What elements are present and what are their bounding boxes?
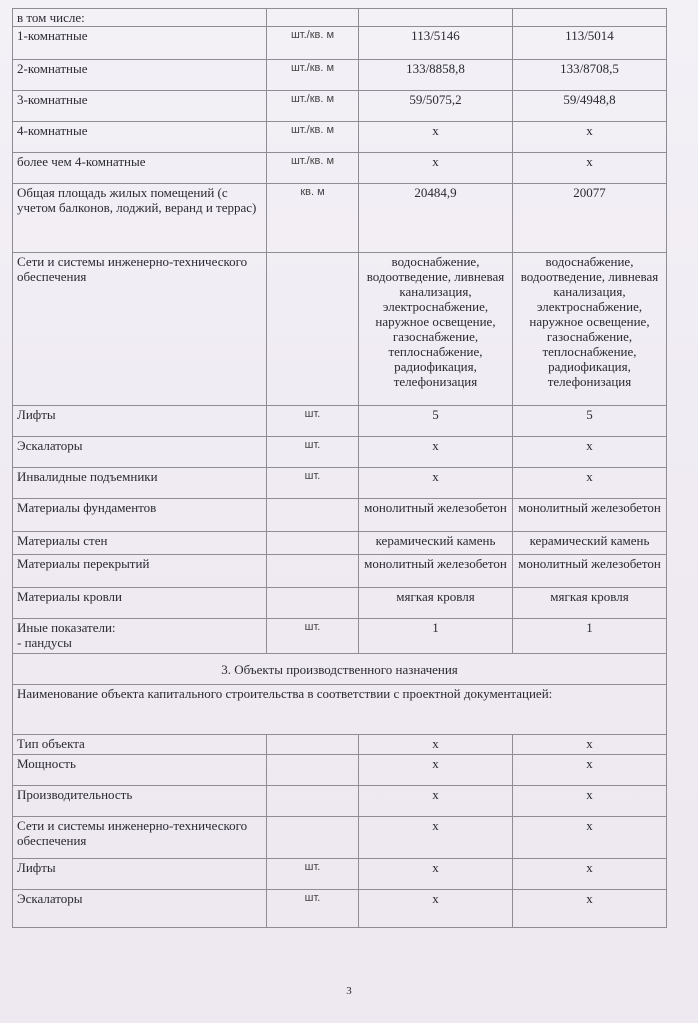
row-value-1: х: [359, 817, 513, 859]
row-unit: [267, 555, 359, 588]
row-value-1: 5: [359, 406, 513, 437]
row-value-2: мягкая кровля: [513, 588, 667, 619]
row-value-1: х: [359, 468, 513, 499]
table-body-top: [13, 9, 667, 654]
row-value-2: 113/5014: [513, 27, 667, 60]
row-value-2: х: [513, 890, 667, 928]
table-row: [13, 468, 667, 499]
row-unit: шт.: [267, 406, 359, 437]
row-value-2: х: [513, 437, 667, 468]
row-value-1: 113/5146: [359, 27, 513, 60]
row-name: 1-комнатные: [13, 27, 267, 60]
row-unit: [267, 755, 359, 786]
row-name: Лифты: [13, 406, 267, 437]
row-value-2: 133/8708,5: [513, 60, 667, 91]
table-row: [13, 786, 667, 817]
row-unit: [267, 817, 359, 859]
row-name: Материалы перекрытий: [13, 555, 267, 588]
row-value-2: х: [513, 786, 667, 817]
row-unit: кв. м: [267, 184, 359, 253]
row-value-2: х: [513, 859, 667, 890]
row-name: более чем 4-комнатные: [13, 153, 267, 184]
row-name: Тип объекта: [13, 735, 267, 755]
row-value-2: х: [513, 468, 667, 499]
row-value-1: [359, 9, 513, 27]
row-value-2: 20077: [513, 184, 667, 253]
table-row: [13, 253, 667, 406]
row-value-1: х: [359, 735, 513, 755]
table-row: [13, 184, 667, 253]
row-unit: шт./кв. м: [267, 60, 359, 91]
row-value-2: монолитный железобетон: [513, 499, 667, 532]
row-name: Сети и системы инженерно-технического обеспечения: [13, 817, 267, 859]
row-unit: шт.: [267, 468, 359, 499]
row-unit: [267, 499, 359, 532]
row-unit: [267, 532, 359, 555]
row-value-2: х: [513, 153, 667, 184]
row-name: Производительность: [13, 786, 267, 817]
row-name: Общая площадь жилых помещений (с учетом балконов, лоджий, веранд и террас): [13, 184, 267, 253]
table-row: [13, 890, 667, 928]
table-row: [13, 859, 667, 890]
row-unit: шт.: [267, 890, 359, 928]
row-unit: шт.: [267, 437, 359, 468]
row-name: Инвалидные подъемники: [13, 468, 267, 499]
row-value-1: 133/8858,8: [359, 60, 513, 91]
row-unit: шт.: [267, 619, 359, 654]
row-name: Иные показатели: - пандусы: [13, 619, 267, 654]
row-value-1: х: [359, 890, 513, 928]
row-unit: [267, 735, 359, 755]
row-name: Материалы фундаментов: [13, 499, 267, 532]
row-name: 3-комнатные: [13, 91, 267, 122]
row-unit: [267, 9, 359, 27]
table-row: [13, 735, 667, 755]
row-value-1: водоснабжение, водоотведение, ливневая канализация, электроснабжение, наружное освещение, газоснабжение, теплоснабжение, радиофикация, телефонизация: [359, 253, 513, 406]
characteristics-table: [12, 8, 667, 928]
row-unit: [267, 588, 359, 619]
row-value-2: керамический камень: [513, 532, 667, 555]
row-name: в том числе:: [13, 9, 267, 27]
row-name: Материалы кровли: [13, 588, 267, 619]
row-value-1: 20484,9: [359, 184, 513, 253]
table-row: [13, 755, 667, 786]
row-value-2: водоснабжение, водоотведение, ливневая канализация, электроснабжение, наружное освещение, газоснабжение, теплоснабжение, радиофикация, телефонизация: [513, 253, 667, 406]
row-name: Лифты: [13, 859, 267, 890]
row-value-2: монолитный железобетон: [513, 555, 667, 588]
table-row: [13, 122, 667, 153]
row-value-2: х: [513, 122, 667, 153]
table-row: [13, 499, 667, 532]
row-unit: шт.: [267, 859, 359, 890]
table-row: [13, 817, 667, 859]
row-value-2: 5: [513, 406, 667, 437]
row-name: Эскалаторы: [13, 437, 267, 468]
table-row: [13, 619, 667, 654]
table-row: [13, 406, 667, 437]
row-name: 2-комнатные: [13, 60, 267, 91]
table-row: [13, 532, 667, 555]
row-value-1: х: [359, 859, 513, 890]
row-value-1: х: [359, 122, 513, 153]
row-value-1: х: [359, 437, 513, 468]
row-value-2: х: [513, 735, 667, 755]
row-value-1: керамический камень: [359, 532, 513, 555]
row-name: Эскалаторы: [13, 890, 267, 928]
section-title-row: [13, 654, 667, 685]
table-row: [13, 27, 667, 60]
row-value-1: х: [359, 153, 513, 184]
object-name-label: Наименование объекта капитального строительства в соответствии с проектной документацией:: [13, 685, 667, 735]
row-value-1: монолитный железобетон: [359, 555, 513, 588]
row-name: Сети и системы инженерно-технического обеспечения: [13, 253, 267, 406]
table-row: [13, 437, 667, 468]
table-row: [13, 153, 667, 184]
section-3: [13, 654, 667, 735]
table-row: [13, 9, 667, 27]
row-unit: шт./кв. м: [267, 91, 359, 122]
row-unit: шт./кв. м: [267, 153, 359, 184]
row-value-2: х: [513, 817, 667, 859]
table-row: [13, 60, 667, 91]
row-name: Мощность: [13, 755, 267, 786]
table-row: [13, 588, 667, 619]
section-3-title: 3. Объекты производственного назначения: [13, 654, 667, 685]
row-value-1: х: [359, 786, 513, 817]
table-body-bottom: [13, 735, 667, 928]
page-number: 3: [346, 985, 352, 997]
row-value-2: 59/4948,8: [513, 91, 667, 122]
row-value-1: 59/5075,2: [359, 91, 513, 122]
row-value-2: х: [513, 755, 667, 786]
row-unit: шт./кв. м: [267, 27, 359, 60]
row-unit: шт./кв. м: [267, 122, 359, 153]
row-value-2: 1: [513, 619, 667, 654]
row-value-1: монолитный железобетон: [359, 499, 513, 532]
row-name: Материалы стен: [13, 532, 267, 555]
row-value-1: х: [359, 755, 513, 786]
row-name: 4-комнатные: [13, 122, 267, 153]
row-value-1: мягкая кровля: [359, 588, 513, 619]
table-row: [13, 555, 667, 588]
table-row: [13, 91, 667, 122]
row-unit: [267, 253, 359, 406]
row-value-1: 1: [359, 619, 513, 654]
row-unit: [267, 786, 359, 817]
object-name-row: [13, 685, 667, 735]
row-value-2: [513, 9, 667, 27]
